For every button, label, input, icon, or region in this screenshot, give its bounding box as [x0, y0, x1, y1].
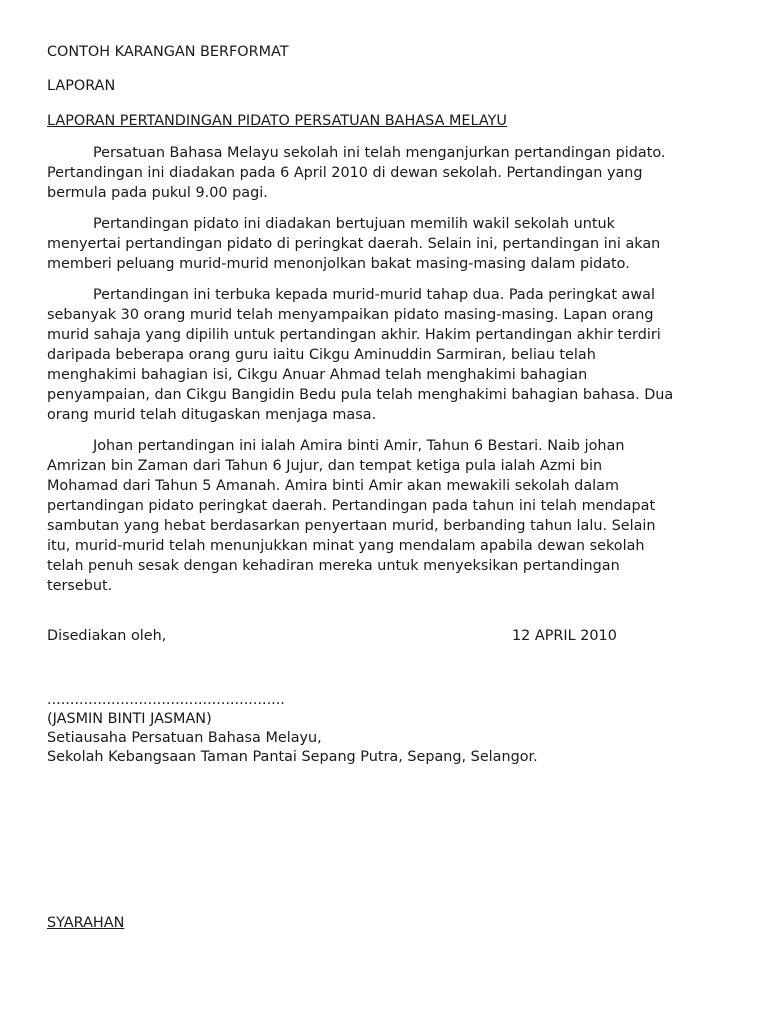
paragraph-line: bermula pada pukul 9.00 pagi.: [47, 185, 268, 201]
paragraph-line: tersebut.: [47, 578, 113, 594]
signer-role: Setiausaha Persatuan Bahasa Melayu,: [47, 730, 322, 746]
paragraph-4: [47, 436, 727, 596]
paragraph-line: Pertandingan ini terbuka kepada murid-murid tahap dua. Pada peringkat awal: [93, 287, 655, 303]
paragraph-line: penyampaian, dan Cikgu Bangidin Bedu pula telah menghakimi bahagian bahasa. Dua: [47, 387, 674, 403]
paragraph-line: pertandingan pidato peringkat daerah. Pertandingan pada tahun ini telah mendapat: [47, 498, 656, 514]
document-label: CONTOH KARANGAN BERFORMAT: [47, 44, 289, 60]
paragraph-line: Amrizan bin Zaman dari Tahun 6 Jujur, dan tempat ketiga pula ialah Azmi bin: [47, 458, 603, 474]
next-section-heading: SYARAHAN: [47, 915, 125, 931]
paragraph-line: murid sahaja yang dipilih untuk pertandingan akhir. Hakim pertandingan akhir terdiri: [47, 327, 661, 343]
signature-header-row: [47, 626, 727, 646]
paragraph-3: [47, 285, 727, 425]
paragraph-line: Pertandingan ini diadakan pada 6 April 2010 di dewan sekolah. Pertandingan yang: [47, 165, 643, 181]
paragraph-line: sambutan yang hebat berdasarkan penyertaan murid, berbanding tahun lalu. Selain: [47, 518, 656, 534]
paragraph-line: menyertai pertandingan pidato di peringkat daerah. Selain ini, pertandingan ini akan: [47, 236, 661, 252]
report-date: 12 APRIL 2010: [512, 628, 617, 644]
paragraph-line: daripada beberapa orang guru iaitu Cikgu Aminuddin Sarmiran, beliau telah: [47, 347, 596, 363]
paragraph-line: orang murid telah ditugaskan menjaga masa.: [47, 407, 377, 423]
signature-block: [47, 691, 727, 767]
paragraph-line: memberi peluang murid-murid menonjolkan bakat masing-masing dalam pidato.: [47, 256, 630, 272]
document-type: LAPORAN: [47, 78, 116, 94]
paragraph-line: Johan pertandingan ini ialah Amira binti Amir, Tahun 6 Bestari. Naib johan: [93, 438, 625, 454]
paragraph-line: Pertandingan pidato ini diadakan bertujuan memilih wakil sekolah untuk: [93, 216, 615, 232]
prepared-by-label: Disediakan oleh,: [47, 628, 167, 644]
document-page: [47, 42, 727, 767]
paragraph-line: Persatuan Bahasa Melayu sekolah ini telah menganjurkan pertandingan pidato.: [93, 145, 666, 161]
paragraph-line: telah penuh sesak dengan kehadiran mereka untuk menyeksikan pertandingan: [47, 558, 620, 574]
paragraph-2: [47, 214, 727, 274]
paragraph-line: sebanyak 30 orang murid telah menyampaikan pidato masing-masing. Lapan orang: [47, 307, 654, 323]
signature-line: ....................................................: [47, 692, 285, 708]
paragraph-line: menghakimi bahagian isi, Cikgu Anuar Ahmad telah menghakimi bahagian: [47, 367, 588, 383]
signer-name: (JASMIN BINTI JASMAN): [47, 711, 212, 727]
signer-school: Sekolah Kebangsaan Taman Pantai Sepang Putra, Sepang, Selangor.: [47, 749, 538, 765]
paragraph-1: [47, 143, 727, 203]
paragraph-line: itu, murid-murid telah menunjukkan minat yang mendalam apabila dewan sekolah: [47, 538, 645, 554]
paragraph-line: Mohamad dari Tahun 5 Amanah. Amira binti Amir akan mewakili sekolah dalam: [47, 478, 619, 494]
report-title: LAPORAN PERTANDINGAN PIDATO PERSATUAN BAHASA MELAYU: [47, 113, 507, 129]
